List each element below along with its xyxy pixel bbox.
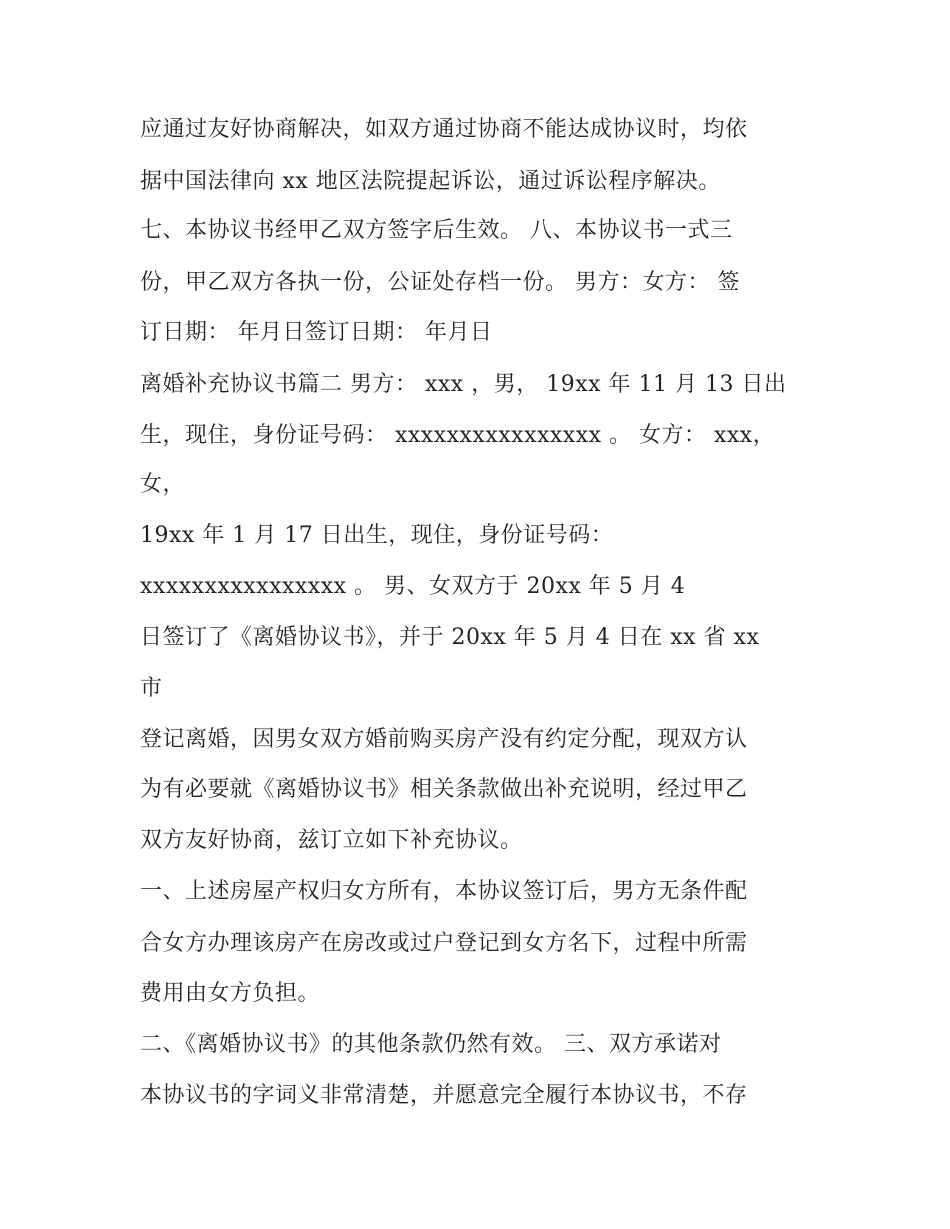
text-line: 订日期： 年月日签订日期： 年月日 — [140, 320, 493, 345]
text-line: 日签订了《离婚协议书》，并于 20xx 年 5 月 4 日在 xx 省 xx — [140, 625, 760, 650]
text-line: 二、《离婚协议书》的其他条款仍然有效。 三、双方承诺对 — [140, 1032, 722, 1057]
text-line: 合女方办理该房产在房改或过户登记到女方名下，过程中所需 — [140, 931, 748, 956]
text-line: 生，现住，身份证号码： xxxxxxxxxxxxxxxx 。 女方： xxx， — [140, 423, 776, 448]
text-line: 本协议书的字词义非常清楚，并愿意完全履行本协议书，不存 — [140, 1083, 748, 1108]
text-line: 市 — [140, 676, 163, 701]
text-line: 19xx 年 1 月 17 日出生，现住，身份证号码： — [140, 523, 614, 548]
text-line: xxxxxxxxxxxxxxxx 。 男、女双方于 20xx 年 5 月 4 — [140, 574, 686, 599]
text-line: 七、本协议书经甲乙双方签字后生效。 八、本协议书一式三 — [140, 218, 733, 243]
text-line: 一、上述房屋产权归女方所有，本协议签订后，男方无条件配 — [140, 879, 748, 904]
text-line: 为有必要就《离婚协议书》相关条款做出补充说明，经过甲乙 — [140, 777, 748, 802]
text-line: 据中国法律向 xx 地区法院提起诉讼，通过诉讼程序解决。 — [140, 169, 721, 194]
text-line: 份，甲乙双方各执一份，公证处存档一份。 男方：女方： 签 — [140, 270, 740, 295]
text-line: 应通过友好协商解决，如双方通过协商不能达成协议时，均依 — [140, 117, 748, 142]
text-line: 费用由女方负担。 — [140, 981, 321, 1006]
text-line: 女， — [140, 472, 186, 497]
section-heading-line: 离婚补充协议书篇二 男方： xxx ，男， 19xx 年 11 月 13 日出 — [140, 372, 787, 397]
text-line: 登记离婚，因男女双方婚前购买房产没有约定分配，现双方认 — [140, 727, 748, 752]
text-line: 双方友好协商，兹订立如下补充协议。 — [140, 828, 523, 853]
